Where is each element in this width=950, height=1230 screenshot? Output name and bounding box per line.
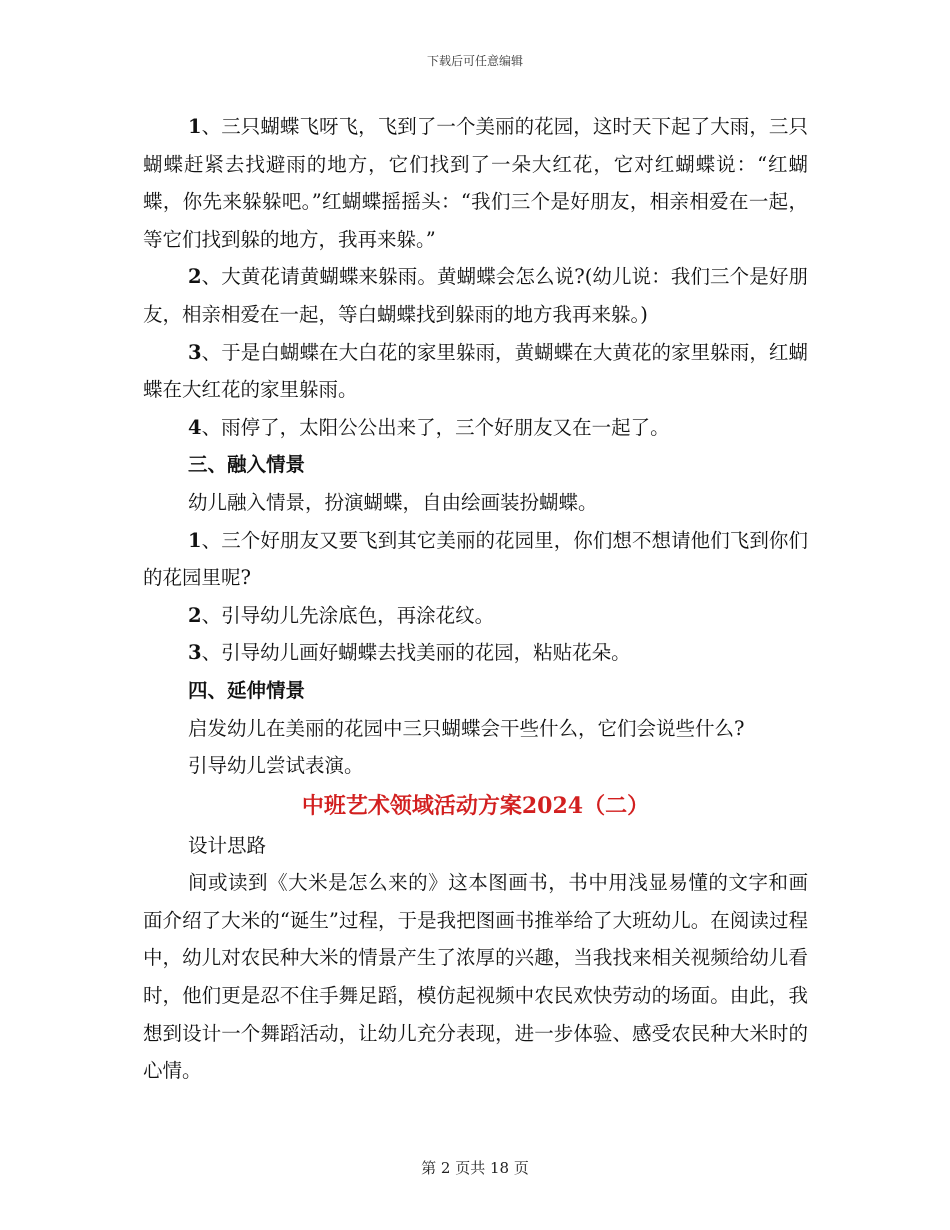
item-number: 1	[188, 528, 202, 552]
story-paragraph	[143, 334, 808, 409]
text-line: 启发幼儿在美丽的花园中三只蝴蝶会干些什么，它们会说些什么?	[188, 716, 745, 740]
item-number: 4	[188, 415, 202, 439]
story-paragraph	[143, 258, 808, 333]
item-text: 、于是白蝴蝶在大白花的家里躲雨，黄蝴蝶在大黄花的家里躲雨，红蝴蝶在大红花的家里躲雨。	[143, 340, 808, 402]
item-text: 、引导幼儿画好蝴蝶去找美丽的花园，粘贴花朵。	[201, 641, 631, 665]
section-heading: 三、融入情景	[188, 453, 306, 477]
item-number: 3	[188, 641, 202, 665]
plan-title: 中班艺术领域活动方案2024（二）	[301, 792, 650, 819]
item-number: 1	[188, 115, 202, 138]
item-text: 、三只蝴蝶飞呀飞，飞到了一个美丽的花园，这时天下起了大雨，三只蝴蝶赶紧去找避雨的地方，它们找到了一朵大红花，它对红蝴蝶说：“红蝴蝶，你先来躲躲吧。”红蝴蝶摇摇头：“我们三个是好朋友，相亲相爱在一起，等它们找到躲的地方，我再来躲。”	[143, 115, 808, 251]
body-paragraph: 间或读到《大米是怎么来的》这本图画书，书中用浅显易懂的文字和画面介绍了大米的“诞生”过程，于是我把图画书推举给了大班幼儿。在阅读过程中，幼儿对农民种大米的情景产生了浓厚的兴趣，当我找来相关视频给幼儿看时，他们更是忍不住手舞足蹈，模仿起视频中农民欢快劳动的场面。由此，我想到设计一个舞蹈活动，让幼儿充分表现，进一步体验、感受农民种大米时的心情。	[143, 871, 808, 1083]
list-item	[143, 634, 808, 672]
document-body	[143, 108, 808, 1090]
item-number: 3	[188, 340, 202, 364]
item-number: 2	[188, 265, 202, 289]
page-footer: 第 2 页共 18 页	[421, 1159, 529, 1177]
story-paragraph	[143, 409, 808, 447]
item-text: 、大黄花请黄蝴蝶来躲雨。黄蝴蝶会怎么说?(幼儿说：我们三个是好朋友，相亲相爱在一起，等白蝴蝶找到躲雨的地方我再来躲。)	[143, 265, 808, 326]
list-item	[143, 522, 808, 597]
text-line: 引导幼儿尝试表演。	[188, 754, 364, 778]
story-paragraph	[143, 108, 808, 258]
subheading: 设计思路	[188, 833, 267, 857]
section-intro: 幼儿融入情景，扮演蝴蝶，自由绘画装扮蝴蝶。	[188, 490, 598, 514]
page-header: 下载后可任意编辑	[426, 54, 523, 68]
item-text: 、引导幼儿先涂底色，再涂花纹。	[201, 603, 495, 627]
item-number: 2	[188, 603, 202, 627]
section-heading: 四、延伸情景	[188, 678, 306, 702]
list-item	[143, 597, 808, 635]
item-text: 、三个好朋友又要飞到其它美丽的花园里，你们想不想请他们飞到你们的花园里呢?	[143, 528, 808, 590]
item-text: 、雨停了，太阳公公出来了，三个好朋友又在一起了。	[201, 415, 670, 439]
